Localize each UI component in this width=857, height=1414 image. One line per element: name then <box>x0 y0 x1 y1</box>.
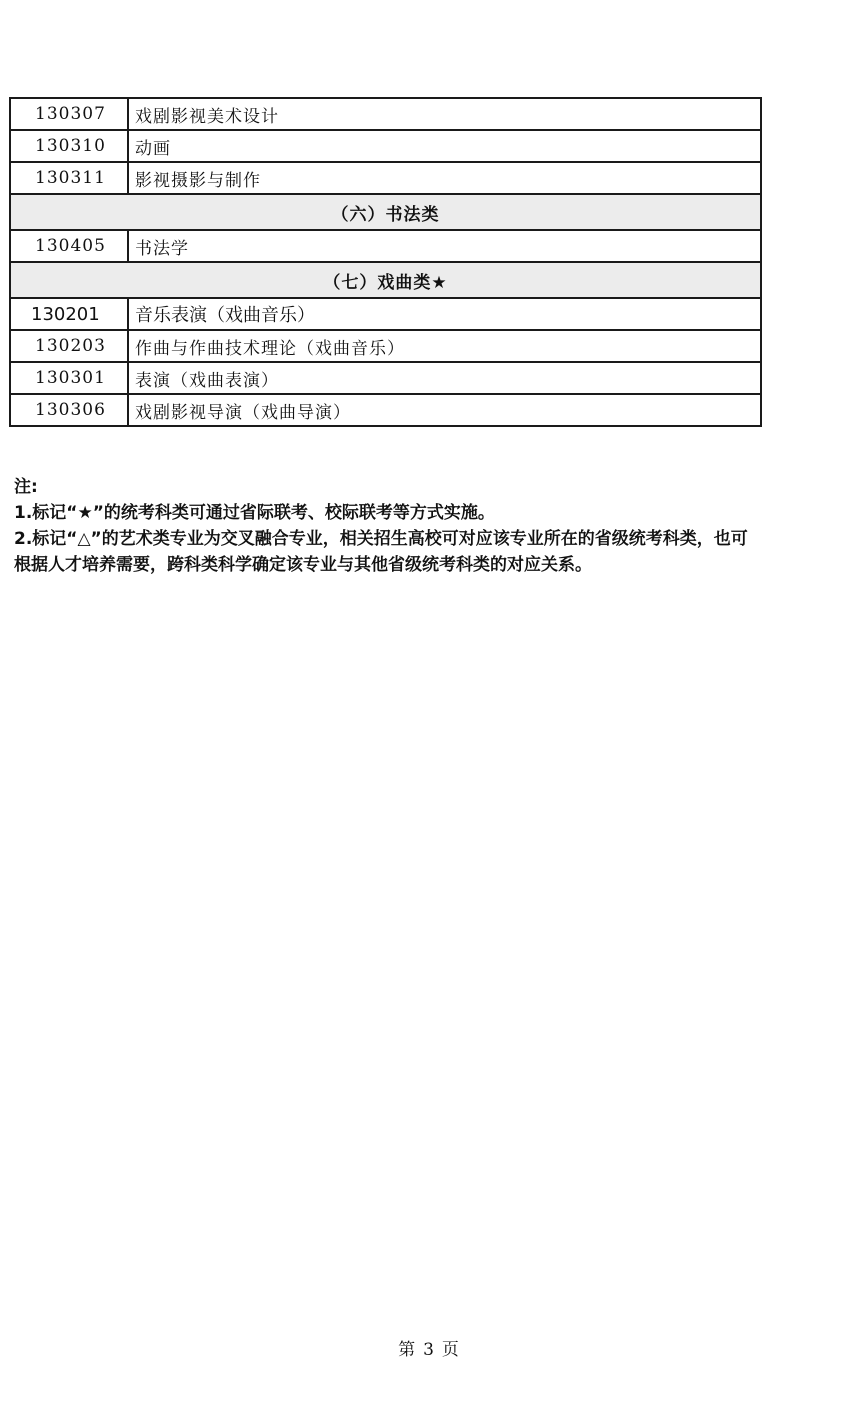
major-code: 130301 <box>10 362 128 394</box>
major-name: 作曲与作曲技术理论（戏曲音乐） <box>128 330 761 362</box>
majors-table <box>9 97 762 427</box>
section-title: （六）书法类 <box>10 194 761 230</box>
major-code: 130307 <box>10 98 128 130</box>
note-item: 2.标记“△”的艺术类专业为交叉融合专业，相关招生高校可对应该专业所在的省级统考科类，也可根据人才培养需要，跨科类科学确定该专业与其他省级统考科类的对应关系。 <box>14 529 748 575</box>
major-code: 130311 <box>10 162 128 194</box>
page-number <box>0 1335 857 1360</box>
table-row <box>10 330 761 362</box>
page-prefix: 第 <box>398 1340 416 1360</box>
major-code: 130203 <box>10 330 128 362</box>
table-row <box>10 162 761 194</box>
major-name: 表演（戏曲表演） <box>128 362 761 394</box>
major-name: 书法学 <box>128 230 761 262</box>
major-name: 音乐表演（戏曲音乐） <box>128 298 761 330</box>
table-row <box>10 130 761 162</box>
notes-block <box>14 474 764 578</box>
page-suffix: 页 <box>441 1340 459 1360</box>
major-code: 130310 <box>10 130 128 162</box>
section-header-row <box>10 262 761 298</box>
table-row <box>10 98 761 130</box>
section-header-row <box>10 194 761 230</box>
major-name: 戏剧影视美术设计 <box>128 98 761 130</box>
table-row <box>10 394 761 426</box>
major-code: 130306 <box>10 394 128 426</box>
table-row <box>10 362 761 394</box>
major-name: 影视摄影与制作 <box>128 162 761 194</box>
major-code: 130405 <box>10 230 128 262</box>
table-row <box>10 298 761 330</box>
notes-heading: 注: <box>14 477 38 497</box>
note-item: 1.标记“★”的统考科类可通过省际联考、校际联考等方式实施。 <box>14 503 495 523</box>
major-name: 动画 <box>128 130 761 162</box>
table-row <box>10 230 761 262</box>
section-title: （七）戏曲类★ <box>10 262 761 298</box>
major-code: 130201 <box>10 298 128 330</box>
page-number-value: 3 <box>423 1340 434 1360</box>
major-name: 戏剧影视导演（戏曲导演） <box>128 394 761 426</box>
